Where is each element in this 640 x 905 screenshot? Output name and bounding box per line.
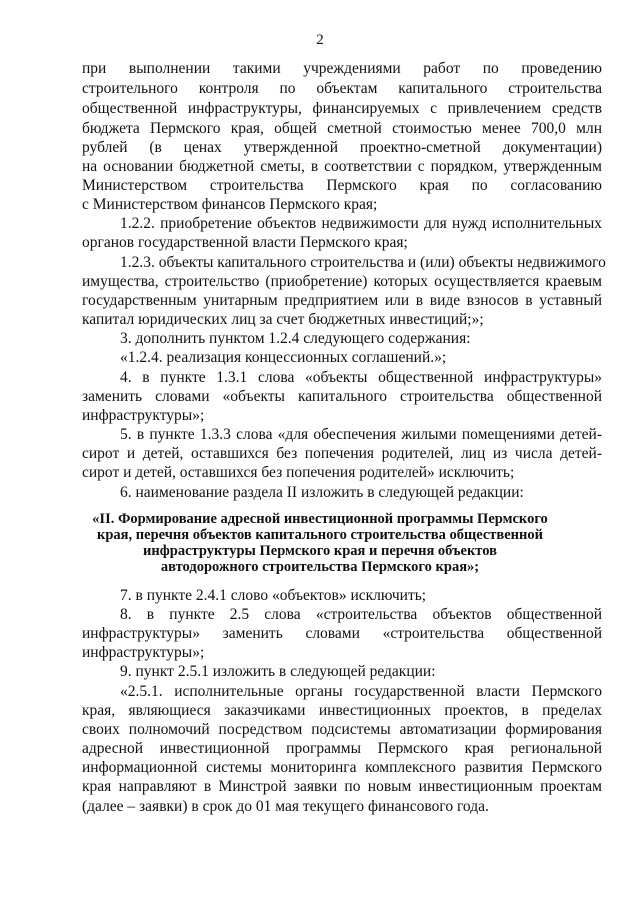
text-line: адресной инвестиционной программы Пермского края региональной	[82, 740, 602, 757]
text-line: 1.2.3. объекты капитального строительства и (или) объекты недвижимого	[120, 254, 606, 271]
text-line: государственным унитарным предприятием или в виде взносов в уставный	[82, 292, 602, 309]
text-line: общественной инфраструктуры, финансируемых с привлечением средств	[82, 100, 602, 117]
text-line: 9. пункт 2.5.1 изложить в следующей редакции:	[120, 663, 436, 680]
section-heading-line: автодорожного строительства Пермского края»;	[160, 559, 480, 575]
text-line: 4. в пункте 1.3.1 слова «объекты общественной инфраструктуры»	[120, 369, 602, 386]
page-number: 2	[316, 32, 324, 48]
text-line: Министерством строительства Пермского края по согласованию	[82, 177, 602, 194]
text-line: заменить словами «объекты капитального строительства общественной	[82, 388, 602, 405]
text-line: 3. дополнить пунктом 1.2.4 следующего содержания:	[120, 330, 471, 347]
text-line: края направляют в Минстрой заявки по новым инвестиционным проектам	[82, 778, 602, 795]
text-line: органов государственной власти Пермского края;	[82, 234, 408, 251]
text-line: с Министерством финансов Пермского края;	[82, 196, 378, 213]
text-line: края, являющиеся заказчиками инвестиционных проектов, в пределах	[82, 702, 602, 719]
text-line: сирот и детей, оставшихся без попечения родителей, лиц из числа детей-	[82, 445, 602, 462]
text-line: бюджета Пермского края, общей сметной стоимостью менее 700,0 млн	[82, 120, 602, 137]
text-line: на основании бюджетной сметы, в соответствии с порядком, утвержденным	[82, 158, 602, 175]
section-heading-line: края, перечня объектов капитального строительства общественной	[97, 527, 543, 543]
text-line: 5. в пункте 1.3.3 слова «для обеспечения жилыми помещениями детей-	[120, 426, 602, 443]
text-line: инфраструктуры»;	[82, 644, 205, 661]
section-heading-line: инфраструктуры Пермского края и перечня объектов	[143, 543, 497, 559]
text-line: своих полномочий посредством подсистемы автоматизации формирования	[82, 721, 602, 738]
text-line: «2.5.1. исполнительные органы государственной власти Пермского	[120, 683, 602, 700]
text-line: 1.2.2. приобретение объектов недвижимости для нужд исполнительных	[120, 215, 602, 232]
text-line: информационной системы мониторинга комплексного развития Пермского	[82, 759, 602, 776]
text-line: рублей (в ценах утвержденной проектно-сметной документации)	[82, 139, 602, 156]
section-heading-line: «II. Формирование адресной инвестиционной программы Пермского	[92, 511, 548, 527]
text-line: (далее – заявки) в срок до 01 мая текущего финансового года.	[82, 798, 489, 815]
text-line: имущества, строительство (приобретение) которых осуществляется краевым	[82, 273, 602, 290]
text-line: строительного контроля по объектам капитального строительства	[82, 80, 602, 97]
text-line: 6. наименование раздела II изложить в следующей редакции:	[120, 484, 524, 501]
text-line: 8. в пункте 2.5 слова «строительства объектов общественной	[120, 606, 602, 623]
text-line: инфраструктуры» заменить словами «строительства общественной	[82, 625, 602, 642]
text-line: капитал юридических лиц за счет бюджетных инвестиций;»;	[82, 311, 484, 328]
text-line: сирот и детей, оставшихся без попечения родителей» исключить;	[82, 464, 515, 481]
text-line: инфраструктуры»;	[82, 407, 205, 424]
text-line: при выполнении такими учреждениями работ по проведению	[82, 60, 602, 77]
text-line: «1.2.4. реализация концессионных соглашений.»;	[120, 349, 447, 366]
text-line: 7. в пункте 2.4.1 слово «объектов» исключить;	[120, 587, 427, 604]
